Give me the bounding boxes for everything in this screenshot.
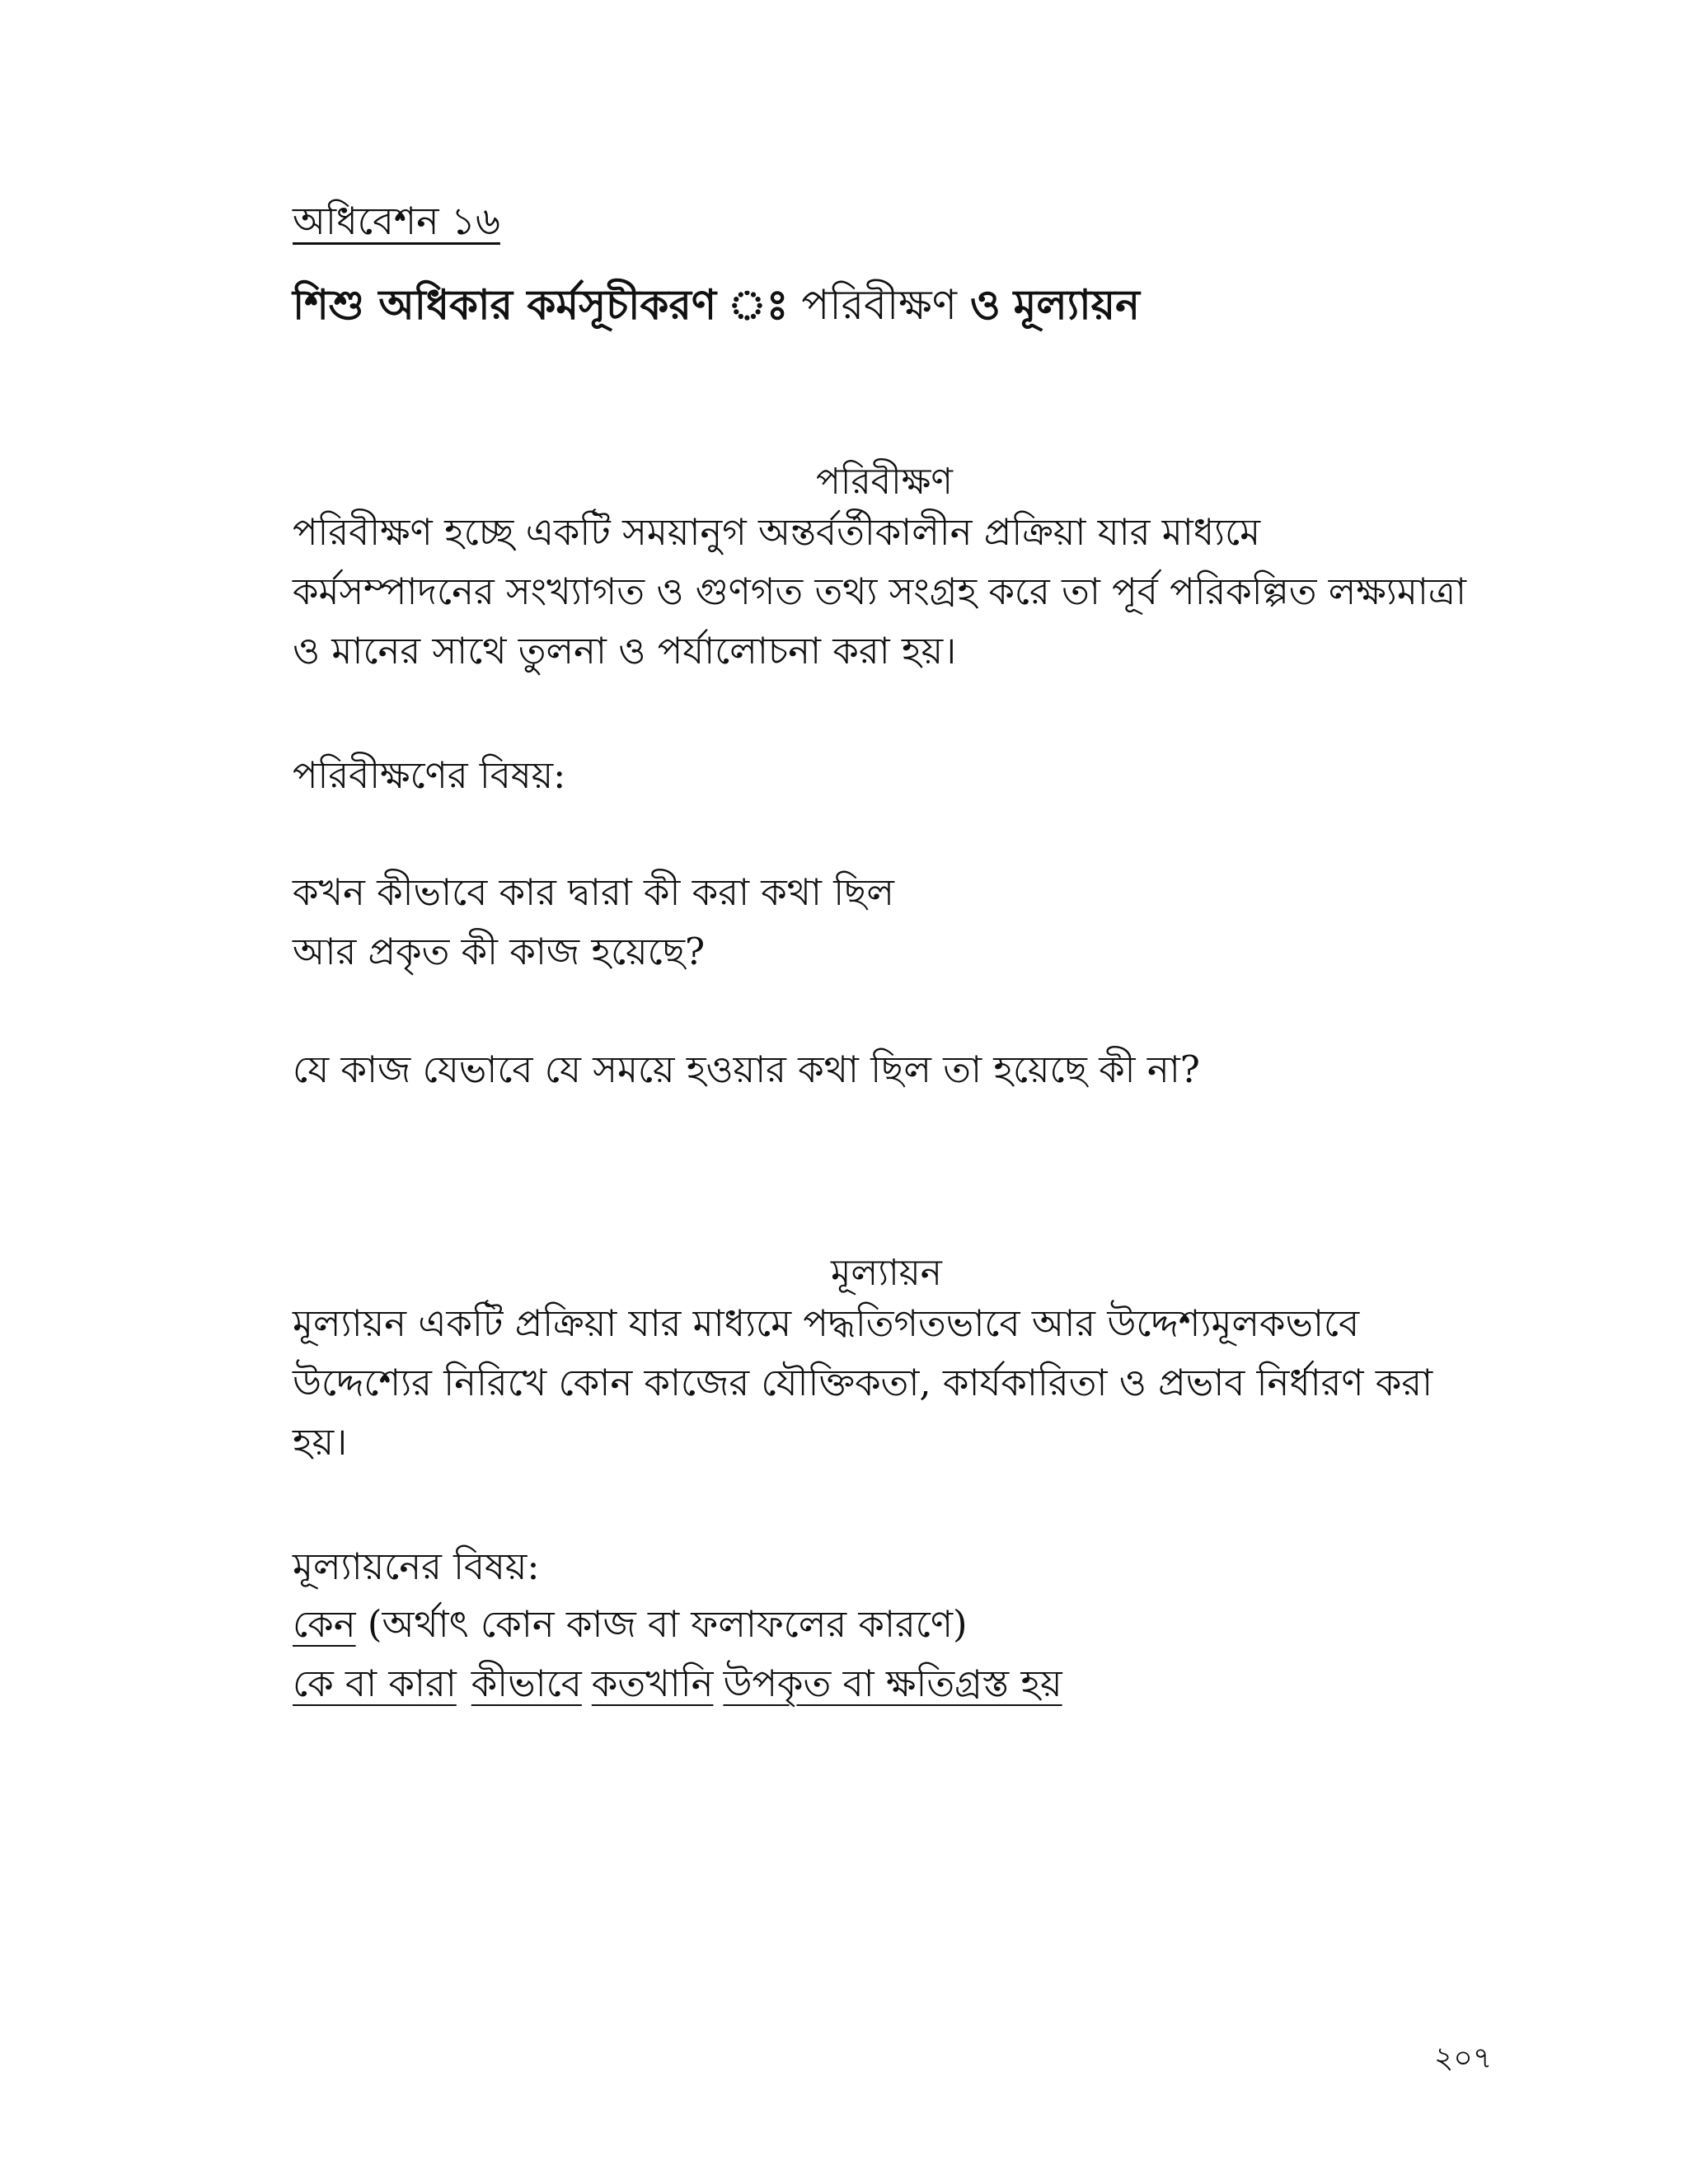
monitoring-definition-line: কর্মসম্পাদনের সংখ্যাগত ও গুণগত তথ্য সংগ্রহ করে তা পূর্ব পরিকল্পিত লক্ষ্যমাত্রা <box>293 569 1466 613</box>
monitoring-question-1-line-2: আর প্রকৃত কী কাজ হয়েছে? <box>293 930 706 973</box>
evaluation-why-line <box>293 1597 968 1652</box>
title-bold-part: শিশু অধিকার কর্মসূচীকরণ ঃ <box>293 280 789 329</box>
evaluation-definition-line: হয়। <box>293 1420 348 1464</box>
evaluation-who-1: কে বা কারা <box>293 1661 457 1705</box>
evaluation-subject-label: মূল্যায়নের বিষয়: <box>293 1544 540 1588</box>
evaluation-why-rest: (অর্থাৎ কোন কাজ বা ফলাফলের কারণে) <box>355 1602 968 1646</box>
monitoring-heading: পরিবীক্ষণ <box>816 461 953 503</box>
evaluation-definition-line: মূল্যায়ন একটি প্রক্রিয়া যার মাধ্যমে পদ্ধতিগতভাবে আর উদ্দেশ্যমূলকভাবে <box>293 1301 1360 1345</box>
title-bold-end: মূল্যায়ন <box>1013 280 1140 329</box>
evaluation-who-line <box>293 1657 1062 1711</box>
title-normal-part: পরিবীক্ষণ <box>801 281 957 329</box>
page-number: ২০৭ <box>1434 2041 1493 2075</box>
session-label: অধিবেশন ১৬ <box>293 199 500 243</box>
monitoring-definition-line: ও মানের সাথে তুলনা ও পর্যালোচনা করা হয়। <box>293 629 957 673</box>
evaluation-who-2: কীভাবে <box>471 1661 582 1705</box>
monitoring-question-2: যে কাজ যেভাবে যে সময়ে হওয়ার কথা ছিল তা হয়েছে কী না? <box>293 1047 1200 1091</box>
monitoring-definition <box>293 503 1512 681</box>
monitoring-definition-line: পরিবীক্ষণ হচ্ছে একটি সময়ানুগ অন্তর্বর্তীকালীন প্রক্রিয়া যার মাধ্যমে <box>293 510 1261 554</box>
monitoring-question-1-line-1: কখন কীভাবে কার দ্বারা কী করা কথা ছিল <box>293 870 894 914</box>
evaluation-definition <box>293 1294 1512 1472</box>
evaluation-definition-line: উদ্দেশ্যের নিরিখে কোন কাজের যৌক্তিকতা, কার্যকারিতা ও প্রভাব নির্ধারণ করা <box>293 1361 1433 1404</box>
monitoring-subject-label: পরিবীক্ষণের বিষয়: <box>293 753 566 797</box>
evaluation-why-word: কেন <box>293 1602 356 1646</box>
page-title <box>293 279 1140 331</box>
evaluation-who-4: উপকৃত বা ক্ষতিগ্রস্ত হয় <box>723 1661 1062 1705</box>
title-conjunction: ও <box>969 280 1001 329</box>
evaluation-heading: মূল্যায়ন <box>831 1252 942 1294</box>
evaluation-who-3: কতখানি <box>591 1661 714 1705</box>
